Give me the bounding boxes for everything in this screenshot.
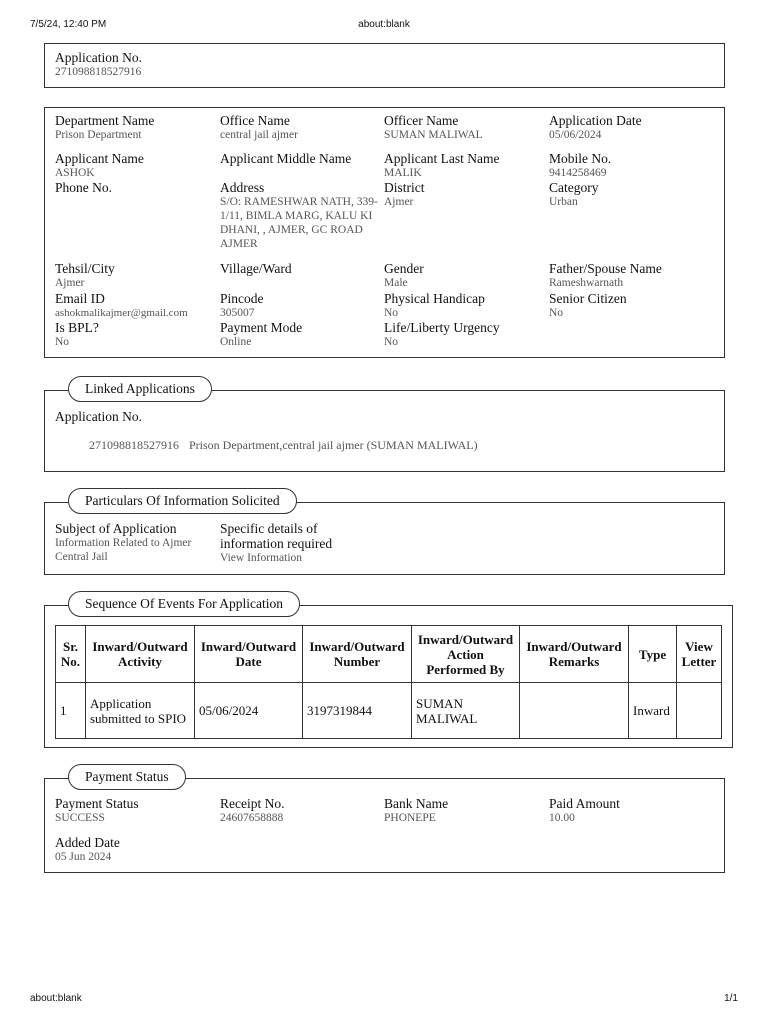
father-spouse-name-value: Rameshwarnath xyxy=(549,277,624,289)
applicant-name-field xyxy=(55,151,217,180)
village-ward-field xyxy=(220,261,382,276)
life-liberty-urgency-field xyxy=(384,320,546,349)
payment-status-value: SUCCESS xyxy=(55,812,105,824)
office-name-label: Office Name xyxy=(220,113,290,128)
col-type: Type xyxy=(629,626,677,683)
applicant-middle-name-field xyxy=(220,151,382,166)
office-name-field xyxy=(220,113,382,142)
applicant-last-name-field xyxy=(384,151,546,180)
email-id-value: ashokmalikajmer@gmail.com xyxy=(55,307,188,319)
payment-status-label: Payment Status xyxy=(55,796,139,811)
physical-handicap-label: Physical Handicap xyxy=(384,291,485,306)
department-name-field xyxy=(55,113,217,142)
particulars-legend: Particulars Of Information Solicited xyxy=(68,488,297,514)
gender-value: Male xyxy=(384,277,408,289)
is-bpl-label: Is BPL? xyxy=(55,320,99,335)
linked-application-item xyxy=(89,436,478,454)
paid-amount-field xyxy=(549,796,711,825)
phone-no-label: Phone No. xyxy=(55,180,112,195)
phone-no-field xyxy=(55,180,217,195)
district-value: Ajmer xyxy=(384,196,414,208)
payment-status-box xyxy=(44,769,725,873)
added-date-field xyxy=(55,835,217,864)
mobile-no-field xyxy=(549,151,711,180)
cell-type: Inward xyxy=(629,683,677,739)
cell-date: 05/06/2024 xyxy=(195,683,303,739)
office-name-value: central jail ajmer xyxy=(220,129,298,141)
bank-name-field xyxy=(384,796,546,825)
physical-handicap-field xyxy=(384,291,546,320)
email-id-field xyxy=(55,291,219,320)
events-header-row xyxy=(56,626,722,683)
physical-handicap-value: No xyxy=(384,307,399,319)
print-footer-url: about:blank xyxy=(30,993,82,1004)
linked-application-no-label: Application No. xyxy=(55,409,142,424)
application-details-box xyxy=(44,107,725,358)
category-label: Category xyxy=(549,180,599,195)
linked-application-description: Prison Department,central jail ajmer (SUMAN MALIWAL) xyxy=(189,438,478,452)
col-number: Inward/Outward Number xyxy=(303,626,412,683)
bank-name-label: Bank Name xyxy=(384,796,449,811)
is-bpl-value: No xyxy=(55,336,70,348)
category-value: Urban xyxy=(549,196,578,208)
payment-mode-field xyxy=(220,320,382,349)
subject-field xyxy=(55,521,210,564)
cell-number: 3197319844 xyxy=(303,683,412,739)
col-performed-by: Inward/Outward Action Performed By xyxy=(412,626,520,683)
district-field xyxy=(384,180,546,209)
officer-name-field xyxy=(384,113,546,142)
cell-remarks xyxy=(520,683,629,739)
mobile-no-label: Mobile No. xyxy=(549,151,612,166)
address-field xyxy=(220,180,383,251)
district-label: District xyxy=(384,180,425,195)
cell-activity: Application submitted to SPIO xyxy=(86,683,195,739)
address-label: Address xyxy=(220,180,265,195)
officer-name-label: Officer Name xyxy=(384,113,459,128)
father-spouse-name-label: Father/Spouse Name xyxy=(549,261,662,276)
events-table xyxy=(55,625,722,739)
application-date-value: 05/06/2024 xyxy=(549,129,602,141)
linked-applications-box xyxy=(44,381,725,472)
col-remarks: Inward/Outward Remarks xyxy=(520,626,629,683)
receipt-no-field xyxy=(220,796,382,825)
mobile-no-value: 9414258469 xyxy=(549,167,607,179)
application-number-box xyxy=(44,43,725,88)
application-number-value: 271098818527916 xyxy=(55,66,142,78)
cell-view-letter[interactable] xyxy=(677,683,722,739)
payment-mode-value: Online xyxy=(220,336,252,348)
col-date: Inward/Outward Date xyxy=(195,626,303,683)
payment-status-legend: Payment Status xyxy=(68,764,186,790)
category-field xyxy=(549,180,711,209)
department-name-value: Prison Department xyxy=(55,129,142,141)
bank-name-value: PHONEPE xyxy=(384,812,436,824)
col-activity: Inward/Outward Activity xyxy=(86,626,195,683)
print-page-number: 1/1 xyxy=(724,993,738,1004)
events-legend: Sequence Of Events For Application xyxy=(68,591,300,617)
added-date-label: Added Date xyxy=(55,835,120,850)
application-number-label: Application No. xyxy=(55,50,142,65)
applicant-last-name-value: MALIK xyxy=(384,167,422,179)
address-value: S/O: RAMESHWAR NATH, 339-1/11, BIMLA MARG, KALU KI DHANI, , AJMER, GC ROAD AJMER xyxy=(220,196,378,250)
subject-value: Information Related to Ajmer Central Jail xyxy=(55,537,192,563)
gender-label: Gender xyxy=(384,261,424,276)
print-page-title: about:blank xyxy=(358,19,410,30)
tehsil-city-field xyxy=(55,261,217,290)
village-ward-label: Village/Ward xyxy=(220,261,292,276)
col-sr-no: Sr. No. xyxy=(56,626,86,683)
table-row xyxy=(56,683,722,739)
subject-label: Subject of Application xyxy=(55,521,177,536)
events-box xyxy=(44,596,733,748)
father-spouse-name-field xyxy=(549,261,711,290)
senior-citizen-label: Senior Citizen xyxy=(549,291,627,306)
specific-details-label: Specific details of information required xyxy=(220,521,333,551)
payment-mode-label: Payment Mode xyxy=(220,320,303,335)
linked-applications-legend: Linked Applications xyxy=(68,376,212,402)
linked-application-number: 271098818527916 xyxy=(89,438,179,452)
applicant-middle-name-label: Applicant Middle Name xyxy=(220,151,352,166)
paid-amount-label: Paid Amount xyxy=(549,796,620,811)
application-number-field xyxy=(55,50,355,79)
print-header xyxy=(0,19,768,33)
senior-citizen-field xyxy=(549,291,711,320)
specific-details-field xyxy=(220,521,360,565)
life-liberty-urgency-label: Life/Liberty Urgency xyxy=(384,320,500,335)
officer-name-value: SUMAN MALIWAL xyxy=(384,129,483,141)
pincode-value: 305007 xyxy=(220,307,255,319)
receipt-no-label: Receipt No. xyxy=(220,796,285,811)
senior-citizen-value: No xyxy=(549,307,564,319)
view-information-link[interactable]: View Information xyxy=(220,552,303,564)
department-name-label: Department Name xyxy=(55,113,155,128)
tehsil-city-value: Ajmer xyxy=(55,277,85,289)
pincode-field xyxy=(220,291,382,320)
cell-sr-no: 1 xyxy=(56,683,86,739)
application-date-label: Application Date xyxy=(549,113,642,128)
added-date-value: 05 Jun 2024 xyxy=(55,851,112,863)
applicant-last-name-label: Applicant Last Name xyxy=(384,151,500,166)
col-view-letter: View Letter xyxy=(677,626,722,683)
is-bpl-field xyxy=(55,320,217,349)
print-footer xyxy=(0,993,768,1007)
particulars-box xyxy=(44,493,725,575)
applicant-name-value: ASHOK xyxy=(55,167,95,179)
life-liberty-urgency-value: No xyxy=(384,336,399,348)
gender-field xyxy=(384,261,546,290)
cell-performed-by: SUMAN MALIWAL xyxy=(412,683,520,739)
pincode-label: Pincode xyxy=(220,291,264,306)
tehsil-city-label: Tehsil/City xyxy=(55,261,115,276)
payment-status-field xyxy=(55,796,217,825)
print-datetime: 7/5/24, 12:40 PM xyxy=(30,19,107,30)
applicant-name-label: Applicant Name xyxy=(55,151,144,166)
paid-amount-value: 10.00 xyxy=(549,812,575,824)
email-id-label: Email ID xyxy=(55,291,105,306)
receipt-no-value: 24607658888 xyxy=(220,812,284,824)
application-date-field xyxy=(549,113,711,142)
